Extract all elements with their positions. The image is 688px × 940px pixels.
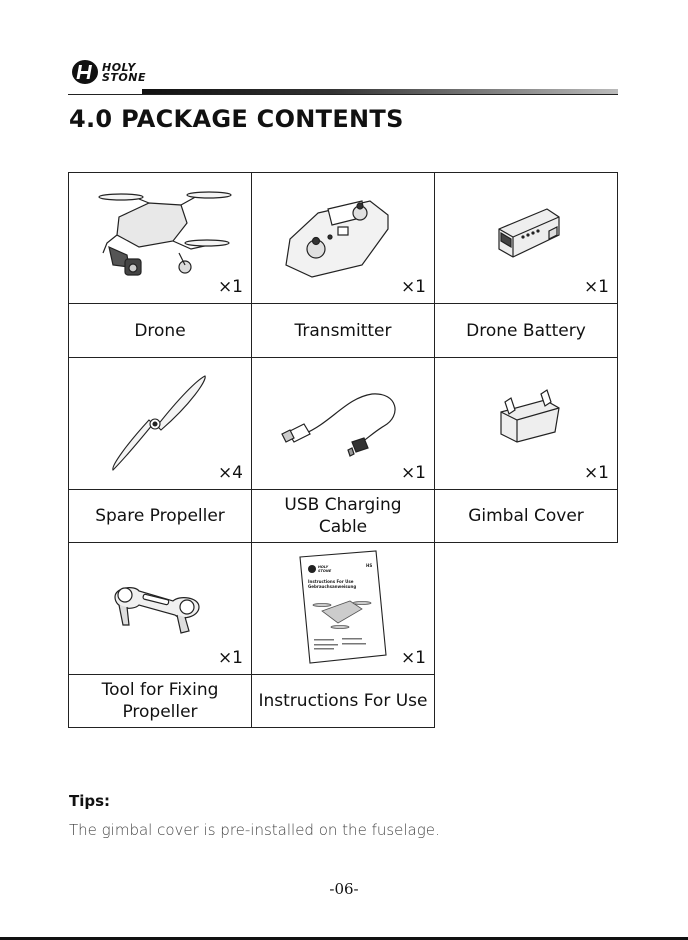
logo-line-1: HOLY [102, 61, 136, 74]
quantity-propeller: ×4 [217, 463, 243, 483]
item-cell-manual [251, 542, 435, 675]
item-label-battery: Drone Battery [434, 303, 618, 358]
quantity-propeller-tool: ×1 [217, 648, 243, 668]
item-label-propeller: Spare Propeller [68, 489, 252, 543]
item-label-propeller-tool: Tool for Fixing Propeller [68, 674, 252, 728]
item-cell-battery [434, 172, 618, 304]
page-number: -06- [329, 880, 359, 898]
item-label-usb-cable: USB Charging Cable [251, 489, 435, 543]
holy-stone-logo-icon [70, 58, 100, 86]
brand-logo [70, 58, 160, 88]
quantity-transmitter: ×1 [400, 277, 426, 297]
item-cell-propeller-tool [68, 542, 252, 675]
item-cell-gimbal-cover [434, 357, 618, 490]
item-label-drone: Drone [68, 303, 252, 358]
item-cell-transmitter [251, 172, 435, 304]
item-cell-drone [68, 172, 252, 304]
quantity-manual: ×1 [400, 648, 426, 668]
header-rule [68, 94, 618, 95]
item-cell-usb-cable [251, 357, 435, 490]
package-contents-table [68, 172, 618, 728]
page-title: 4.0 PACKAGE CONTENTS [69, 105, 404, 133]
quantity-drone: ×1 [217, 277, 243, 297]
logo-wordmark [102, 63, 146, 83]
item-label-transmitter: Transmitter [251, 303, 435, 358]
manual-brand-line-1: HOLY [318, 565, 329, 569]
quantity-gimbal-cover: ×1 [583, 463, 609, 483]
logo-line-2: STONE [102, 71, 146, 84]
manual-title-line-2: Gebrauchsanweisung [308, 584, 357, 589]
item-label-manual: Instructions For Use [251, 674, 435, 728]
tips-title: Tips: [69, 792, 111, 810]
quantity-usb-cable: ×1 [400, 463, 426, 483]
manual-title-line-1: Instructions For Use [308, 579, 354, 584]
manual-brand-line-2: STONE [318, 569, 332, 573]
quantity-battery: ×1 [583, 277, 609, 297]
manual-model: HS [366, 563, 373, 568]
item-label-gimbal-cover: Gimbal Cover [434, 489, 618, 543]
item-cell-propeller [68, 357, 252, 490]
tips-text: The gimbal cover is pre-installed on the fuselage. [69, 821, 440, 839]
